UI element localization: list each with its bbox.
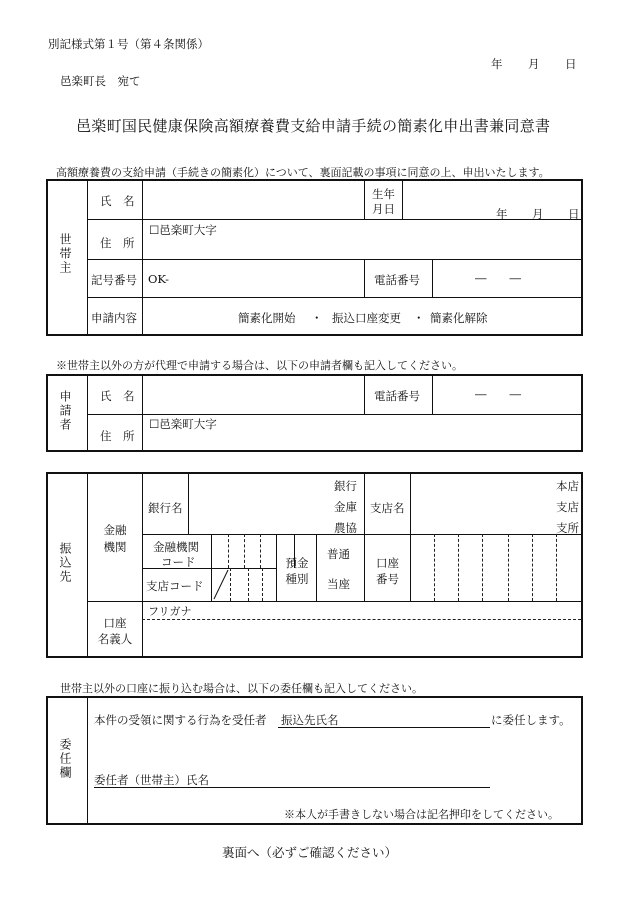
bank-code-label-1: 金融機関	[153, 540, 199, 554]
householder-name-field[interactable]	[143, 182, 363, 218]
householder-phone-field[interactable]: ― ―	[475, 271, 521, 285]
applicant-address-field[interactable]: ☐邑楽町大字	[149, 417, 217, 431]
account-number-label-2: 番号	[376, 572, 399, 586]
deposit-type-ordinary[interactable]: 普通	[327, 547, 350, 561]
footer-text: 裏面へ（必ずご確認ください）	[222, 845, 398, 860]
delegation-line1-prefix: 本件の受領に関する行為を受任者	[94, 713, 267, 727]
option-account-change[interactable]: 振込口座変更	[332, 311, 401, 325]
bank-name-label: 銀行名	[148, 501, 183, 515]
option-simplify-cancel[interactable]: 簡素化解除	[430, 311, 488, 325]
option-separator: ・	[413, 311, 425, 325]
date-month-label: 月	[528, 57, 540, 71]
institution-label-2: 機関	[103, 540, 127, 554]
delegation-agent-label: 振込先氏名	[281, 713, 339, 727]
applicant-phone-field[interactable]: ― ―	[475, 387, 521, 401]
bank-section-label: 振込先	[58, 542, 72, 584]
request-content-label: 申請内容	[91, 311, 137, 325]
delegator-name-field[interactable]	[218, 768, 490, 788]
deposit-type-current[interactable]: 当座	[327, 577, 350, 591]
institution-label-1: 金融	[103, 523, 127, 537]
form-number: 別記様式第１号（第４条関係）	[48, 37, 209, 51]
birth-date-field[interactable]	[403, 182, 579, 218]
householder-label: 世帯主	[58, 233, 72, 275]
delegator-name-label: 委任者（世帯主）氏名	[94, 773, 209, 787]
applicant-phone-label: 電話番号	[374, 389, 420, 403]
holder-label-2: 名義人	[97, 632, 133, 646]
branch-name-field[interactable]	[411, 475, 541, 533]
applicant-label: 申請者	[58, 390, 72, 432]
account-number-label-1: 口座	[376, 556, 399, 570]
applicant-name-field[interactable]	[143, 377, 363, 413]
branch-code-slash	[211, 568, 231, 601]
bank-type-shinkin[interactable]: 金庫	[334, 500, 357, 514]
applicant-name-label: 氏 名	[100, 389, 135, 403]
branch-name-label: 支店名	[370, 501, 405, 515]
bank-type-nokyo[interactable]: 農協	[334, 521, 357, 535]
bank-code-label-2: コード	[161, 555, 196, 569]
birth-day-label: 日	[568, 207, 580, 221]
birth-year-label: 年	[496, 207, 508, 221]
page-title: 邑楽町国民健康保険高額療養費支給申請手続の簡素化申出書兼同意書	[76, 117, 551, 135]
branch-type-branch[interactable]: 支店	[556, 500, 579, 514]
applicant-address-label: 住 所	[100, 429, 135, 443]
other-account-note: 世帯主以外の口座に振り込む場合は、以下の委任欄も記入してください。	[60, 682, 423, 695]
deposit-label-1: 預金	[285, 556, 309, 570]
delegation-line1-suffix: に委任します。	[491, 713, 571, 727]
householder-name-label: 氏 名	[100, 194, 135, 208]
householder-phone-label: 電話番号	[374, 273, 420, 287]
delegation-section	[46, 696, 583, 825]
bank-type-bank[interactable]: 銀行	[334, 479, 357, 493]
symbol-number-field[interactable]: OK-	[148, 272, 170, 286]
householder-section	[46, 179, 583, 336]
birth-label-1: 生年	[372, 187, 395, 201]
account-holder-field[interactable]	[143, 621, 579, 654]
delegation-label: 委任欄	[58, 738, 72, 780]
householder-address-field[interactable]: ☐邑楽町大字	[149, 223, 217, 237]
holder-label-1: 口座	[103, 616, 127, 630]
branch-type-sub[interactable]: 支所	[556, 521, 579, 535]
proxy-note: ※世帯主以外の方が代理で申請する場合は、以下の申請者欄も記入してください。	[56, 359, 463, 372]
applicant-section	[46, 374, 583, 452]
furigana-label: フリガナ	[148, 605, 192, 618]
bank-section	[46, 472, 583, 658]
date-day-label: 日	[565, 57, 577, 71]
deposit-label-2: 種別	[285, 572, 309, 586]
birth-month-label: 月	[532, 207, 544, 221]
birth-label-2: 月日	[372, 202, 395, 216]
addressee: 邑楽町長 宛て	[60, 74, 141, 88]
intro-text: 高額療養費の支給申請（手続きの簡素化）について、裏面記載の事項に同意の上、申出いたします。	[56, 166, 550, 179]
householder-address-label: 住 所	[100, 236, 135, 250]
option-separator: ・	[311, 311, 323, 325]
branch-code-label: 支店コード	[146, 579, 204, 593]
branch-type-main[interactable]: 本店	[556, 479, 579, 493]
option-simplify-start[interactable]: 簡素化開始	[238, 311, 296, 325]
signature-note: ※本人が手書きしない場合は記名押印をしてください。	[284, 808, 559, 821]
delegation-agent-field[interactable]	[278, 708, 490, 728]
bank-name-field[interactable]	[189, 475, 319, 533]
symbol-number-label: 記号番号	[91, 273, 137, 287]
date-year-label: 年	[491, 57, 503, 71]
